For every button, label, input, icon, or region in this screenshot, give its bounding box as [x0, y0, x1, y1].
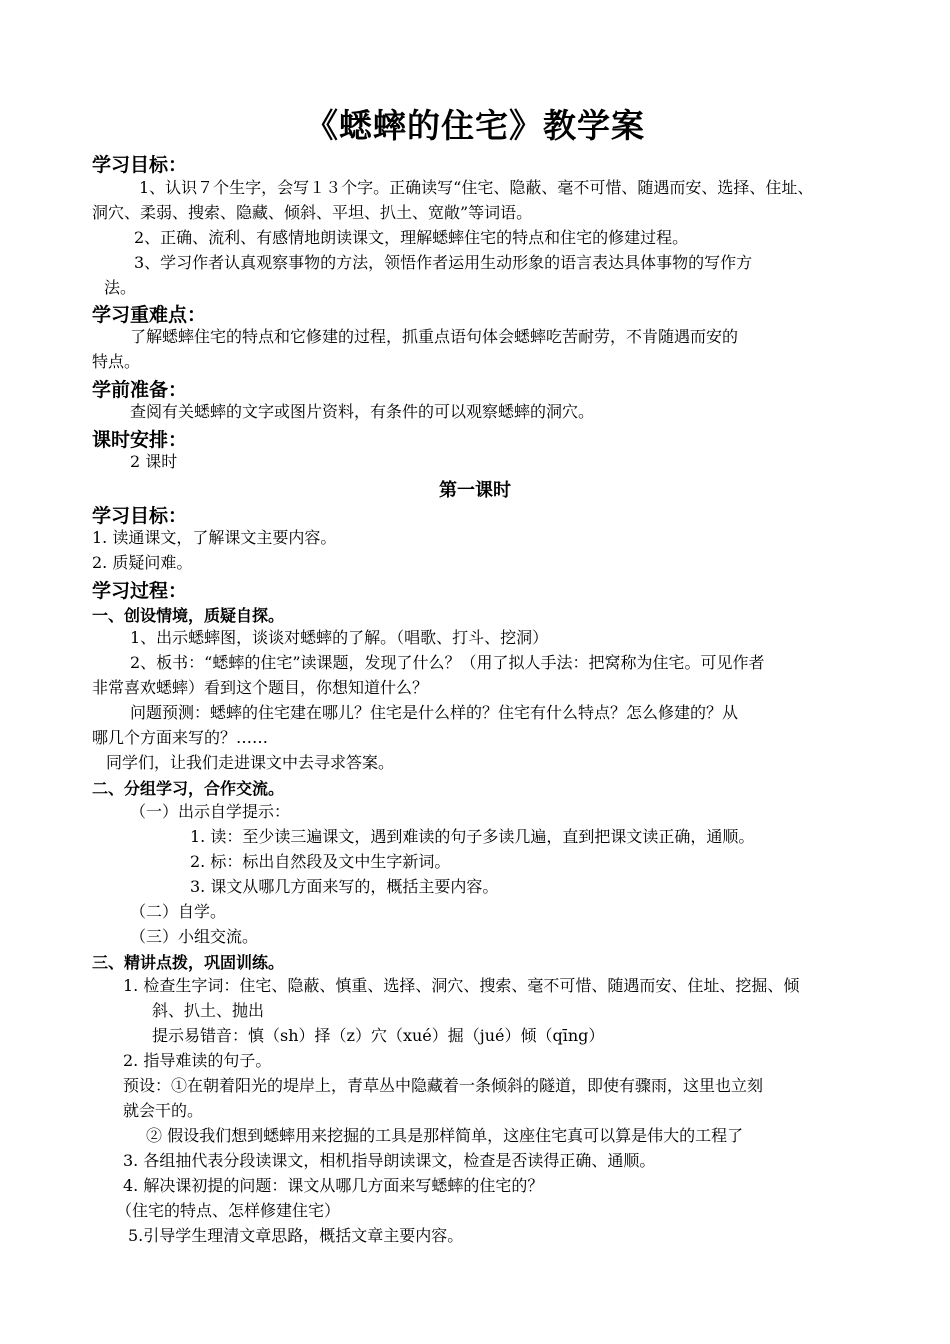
part2-line: 3. 课文从哪几方面来写的，概括主要内容。	[190, 877, 499, 896]
part3-heading: 三、精讲点拨，巩固训练。	[92, 953, 285, 972]
part3-line: （住宅的特点、怎样修建住宅）	[116, 1201, 341, 1220]
part2-line: （二）自学。	[130, 902, 227, 921]
difficulty-heading: 学习重难点：	[92, 304, 207, 326]
part3-line: 5.引导学生理清文章思路，概括文章主要内容。	[128, 1226, 464, 1245]
goals-heading: 学习目标：	[92, 154, 188, 176]
part3-line: 3. 各组抽代表分段读课文，相机指导朗读课文，检查是否读得正确、通顺。	[123, 1151, 656, 1170]
goals-line: 2、正确、流利、有感情地朗读课文，理解蟋蟀住宅的特点和住宅的修建过程。	[134, 228, 689, 247]
part2-line: （三）小组交流。	[130, 927, 259, 946]
part3-line: ② 假设我们想到蟋蟀用来挖掘的工具是那样简单，这座住宅真可以算是伟大的工程了	[146, 1126, 744, 1145]
part1-line: 哪几个方面来写的？……	[92, 728, 269, 747]
part3-line: 1. 检查生字词：住宅、隐蔽、慎重、选择、洞穴、搜索、毫不可惜、随遇而安、住址、挖掘、倾	[123, 976, 800, 995]
part1-line: 问题预测：蟋蟀的住宅建在哪儿？住宅是什么样的？住宅有什么特点？怎么修建的？从	[130, 703, 739, 722]
part2-line: 2. 标：标出自然段及文中生字新词。	[190, 852, 451, 871]
part1-line: 同学们，让我们走进课文中去寻求答案。	[106, 753, 395, 772]
goals-line: 1、认识７个生字，会写１３个字。正确读写“住宅、隐蔽、毫不可惜、随遇而安、选择、住址、	[139, 178, 814, 197]
prep-heading: 学前准备：	[92, 379, 188, 401]
part2-heading: 二、分组学习，合作交流。	[92, 779, 285, 798]
part1-line: 2、板书：“蟋蟀的住宅”读课题，发现了什么？（用了拟人手法：把窝称为住宅。可见作者	[130, 653, 765, 672]
lesson-goal-item: 2. 质疑问难。	[92, 553, 193, 572]
part3-line: 提示易错音：慎（sh）择（z）穴（xué）掘（jué）倾（qīng）	[152, 1026, 605, 1045]
schedule-heading: 课时安排：	[92, 429, 188, 451]
lesson-goals-heading: 学习目标：	[92, 505, 188, 527]
lesson-title: 第一课时	[439, 480, 511, 501]
part3-line: 斜、扒土、抛出	[152, 1001, 265, 1020]
part3-line: 4. 解决课初提的问题：课文从哪几方面来写蟋蟀的住宅的？	[123, 1176, 544, 1195]
document-title: 《蟋蟀的住宅》教学案	[305, 106, 645, 145]
part3-line: 2. 指导难读的句子。	[123, 1051, 272, 1070]
part1-heading: 一、创设情境，质疑自探。	[92, 606, 285, 625]
lesson-goal-item: 1. 读通课文，了解课文主要内容。	[92, 528, 337, 547]
goals-line: 3、学习作者认真观察事物的方法，领悟作者运用生动形象的语言表达具体事物的写作方	[134, 253, 753, 272]
part1-line: 非常喜欢蟋蟀）看到这个题目，你想知道什么？	[92, 678, 429, 697]
difficulty-line: 了解蟋蟀住宅的特点和它修建的过程，抓重点语句体会蟋蟀吃苦耐劳，不肯随遇而安的	[130, 327, 739, 346]
difficulty-line: 特点。	[92, 352, 141, 371]
prep-line: 查阅有关蟋蟀的文字或图片资料，有条件的可以观察蟋蟀的洞穴。	[130, 402, 595, 421]
goals-line: 法。	[104, 278, 137, 297]
schedule-line: 2 课时	[130, 452, 178, 471]
process-heading: 学习过程：	[92, 580, 188, 602]
goals-line: 洞穴、柔弱、搜索、隐藏、倾斜、平坦、扒土、宽敞”等词语。	[92, 203, 533, 222]
part3-line: 就会干的。	[123, 1101, 204, 1120]
part3-line: 预设：①在朝着阳光的堤岸上，青草丛中隐藏着一条倾斜的隧道，即使有骤雨，这里也立刻	[123, 1076, 764, 1095]
part2-line: 1. 读：至少读三遍课文，遇到难读的句子多读几遍，直到把课文读正确，通顺。	[190, 827, 755, 846]
part2-line: （一）出示自学提示：	[130, 802, 291, 821]
part1-line: 1、出示蟋蟀图，谈谈对蟋蟀的了解。（唱歌、打斗、挖洞）	[130, 628, 549, 647]
